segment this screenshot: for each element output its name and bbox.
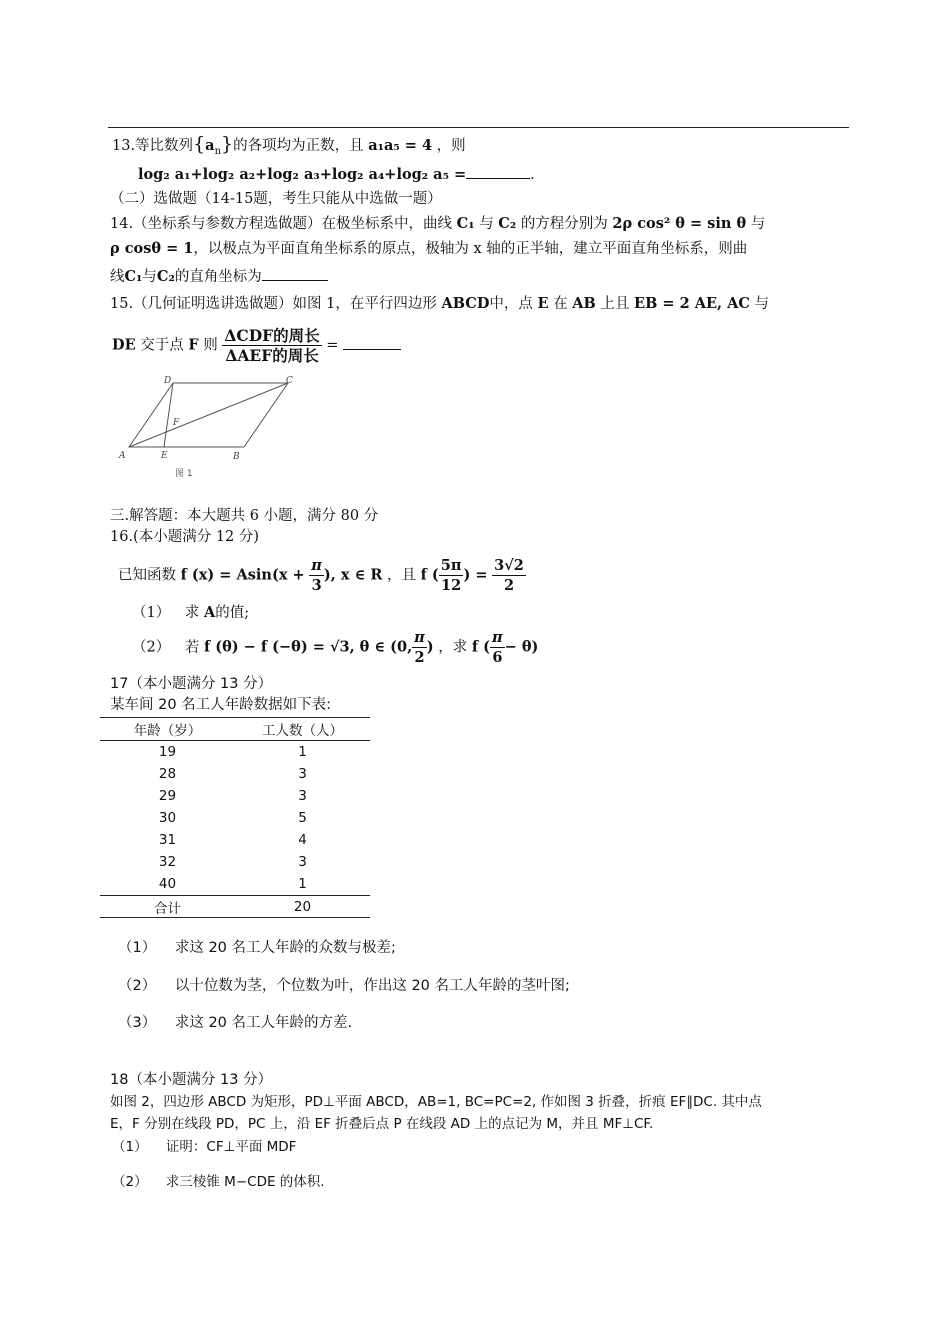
count-cell: 1 <box>298 744 307 760</box>
q14-text-6: 线 <box>110 269 125 285</box>
q15-text-2: 中，点 <box>489 296 533 312</box>
column-header-age: 年龄（岁） <box>100 718 235 741</box>
q18-line2: E，F 分别在线段 PD，PC 上，沿 EF 折叠后点 P 在线段 AD 上的点记为 M，并且 MF⊥CF. <box>110 1116 654 1132</box>
q14-line3 <box>110 266 328 286</box>
q15-line2 <box>112 326 401 365</box>
part-number: （2） <box>112 1174 148 1190</box>
five-pi-over-12 <box>439 556 464 595</box>
q17-part1 <box>118 939 396 957</box>
pi-over-3 <box>309 556 324 595</box>
segment-ab: AB <box>572 295 596 312</box>
q18-part2 <box>112 1173 325 1191</box>
pi-over-2 <box>412 628 427 667</box>
q15-text-6: 交于点 <box>140 337 184 354</box>
q18-line1: 如图 2，四边形 ABCD 为矩形，PD⊥平面 ABCD，AB=1, BC=PC=2, 作如图 3 折叠，折痕 EF∥DC. 其中点 <box>110 1094 762 1110</box>
q13-text-2: 的各项均为正数，且 <box>233 138 364 154</box>
f-argument-end: − θ) <box>504 638 539 656</box>
elective-section-heading: （二）选做题（14-15题，考生只能从中选做一题） <box>110 191 442 207</box>
q14-text-5: ，以极点为平面直角坐标系的原点，极轴为 x 轴的正半轴，建立平面直角坐标系，则曲 <box>193 241 748 257</box>
label-b: B <box>233 452 240 462</box>
equals-part: ) = <box>463 566 488 584</box>
part-number: （2） <box>132 639 171 656</box>
table-row <box>100 873 370 896</box>
diagonal-ac <box>129 383 288 447</box>
perimeter-ratio <box>222 326 321 365</box>
q16-part1-text-2: 的值; <box>215 605 250 621</box>
q13-line1 <box>112 135 466 161</box>
part-number: （2） <box>118 978 157 994</box>
figure-1-caption: 图 1 <box>175 469 193 479</box>
q15-text-7: 则 <box>203 337 218 354</box>
q15-text-4: 上且 <box>600 296 630 312</box>
q14-text-8: 的直角坐标为 <box>174 269 262 285</box>
condition-expression: f (θ) − f (−θ) = √3, θ ∈ (0, <box>203 638 413 656</box>
age-cell: 19 <box>158 744 177 760</box>
table-row <box>100 851 370 873</box>
count-cell: 3 <box>298 854 307 870</box>
value-fraction <box>492 556 526 595</box>
age-cell: 40 <box>158 876 177 892</box>
q16-text: 已知函数 <box>118 567 176 584</box>
q18-part2-text: 求三棱锥 M−CDE 的体积. <box>165 1174 325 1190</box>
q17-part2-text: 以十位数为茎，个位数为叶，作出这 20 名工人年龄的茎叶图; <box>174 978 570 994</box>
polar-equation-1: 2ρ cos² θ = sin θ <box>612 215 747 232</box>
label-f: F <box>173 418 180 428</box>
count-cell: 3 <box>298 788 307 804</box>
table-row <box>100 829 370 851</box>
age-cell: 32 <box>158 854 177 870</box>
pi-numerator: π <box>311 557 322 574</box>
curve-c1-ref: C₁ <box>124 268 143 285</box>
q16-part2 <box>132 628 538 667</box>
q14-line2 <box>110 240 747 258</box>
q16-part2-text-2: ，求 <box>438 639 468 656</box>
count-cell: 3 <box>298 766 307 782</box>
function-domain: ), x ∈ R <box>323 566 383 584</box>
label-a: A <box>119 451 126 461</box>
label-c: C <box>286 376 293 386</box>
top-rule <box>108 127 849 128</box>
answer-section-heading: 三.解答题：本大题共 6 小题，满分 80 分 <box>110 508 379 524</box>
variable-a: A <box>203 604 216 621</box>
q17-part3 <box>118 1014 352 1032</box>
segment-de: DE <box>112 336 136 354</box>
two-denominator: 2 <box>414 649 425 666</box>
q15-text-5: 与 <box>754 296 770 312</box>
total-label: 合计 <box>100 896 235 918</box>
sequence-subscript: n <box>214 145 222 157</box>
q14-text: 14.（坐标系与参数方程选做题）在极坐标系中，曲线 <box>110 216 453 232</box>
log-sum-expression: log₂ a₁+log₂ a₂+log₂ a₃+log₂ a₄+log₂ a₅ = <box>138 166 467 183</box>
q13-text-3: ，则 <box>436 138 466 154</box>
brace-right: } <box>221 133 234 155</box>
q17-part1-text: 求这 20 名工人年龄的众数与极差; <box>174 940 396 956</box>
figure-1-parallelogram <box>115 372 315 484</box>
ratio-numerator: ΔCDF的周长 <box>224 326 320 345</box>
q16-part1 <box>132 604 249 622</box>
equals-sign: = <box>326 337 339 354</box>
parallelogram-name: ABCD <box>441 295 490 312</box>
count-cell: 5 <box>298 810 307 826</box>
table-header-row <box>100 718 370 741</box>
five-pi-numerator: 5π <box>440 557 462 574</box>
table-row <box>100 807 370 829</box>
q13-end: . <box>530 167 535 183</box>
brace-left: { <box>193 133 206 155</box>
q17-part2 <box>118 977 570 995</box>
count-cell: 4 <box>298 832 307 848</box>
q17-title: 17（本小题满分 13 分） <box>110 676 273 692</box>
q13-text: 13.等比数列 <box>112 138 194 154</box>
q14-text-2: 与 <box>479 216 494 232</box>
close-paren: ) <box>426 638 434 656</box>
point-f: F <box>188 336 199 354</box>
age-cell: 31 <box>158 832 177 848</box>
q16-part2-text: 若 <box>184 639 200 656</box>
table-total-row <box>100 896 370 918</box>
three-denominator: 3 <box>311 577 322 594</box>
label-e: E <box>161 451 168 461</box>
point-e: E <box>537 295 549 312</box>
q17-part3-text: 求这 20 名工人年龄的方差. <box>174 1015 353 1031</box>
segment-de-line <box>164 383 173 447</box>
q16-title: 16.(本小题满分 12 分) <box>110 529 260 545</box>
q14-text-7: 与 <box>142 269 157 285</box>
part-number: （1） <box>112 1139 148 1155</box>
q17-intro: 某车间 20 名工人年龄数据如下表: <box>110 697 332 713</box>
column-header-count: 工人数（人） <box>235 718 370 741</box>
age-cell: 28 <box>158 766 177 782</box>
q18-title: 18（本小题满分 13 分） <box>110 1072 273 1088</box>
value-denominator: 2 <box>503 577 515 594</box>
q16-text-2: ，且 <box>387 567 417 584</box>
answer-blank[interactable] <box>262 266 328 281</box>
q15-text: 15.（几何证明选讲选做题）如图 1，在平行四边形 <box>110 296 437 312</box>
f-evaluation-2: f ( <box>471 638 491 656</box>
part-number: （1） <box>118 940 157 956</box>
pi-numerator: π <box>492 629 503 646</box>
curve-c2: C₂ <box>498 215 517 232</box>
ratio-denominator: ΔAEF的周长 <box>225 346 319 365</box>
count-cell: 1 <box>298 876 307 892</box>
total-value: 20 <box>235 896 370 918</box>
sequence-symbol: a <box>205 137 215 154</box>
value-numerator: 3√2 <box>494 557 524 574</box>
q18-part1-text: 证明：CF⊥平面 MDF <box>165 1139 297 1155</box>
age-cell: 30 <box>158 810 177 826</box>
q16-part1-text: 求 <box>184 605 200 621</box>
q15-condition: EB = 2 AE, AC <box>634 295 750 312</box>
q14-text-4: 与 <box>750 216 766 232</box>
q15-line1 <box>110 295 769 313</box>
answer-blank[interactable] <box>466 164 530 179</box>
six-denominator: 6 <box>492 649 503 666</box>
q13-expression <box>138 164 535 184</box>
q13-condition: a₁a₅ = 4 <box>368 137 433 154</box>
f-evaluation: f ( <box>420 566 439 584</box>
q14-text-3: 的方程分别为 <box>520 216 608 232</box>
q14-line1 <box>110 215 765 233</box>
table-row <box>100 741 370 764</box>
polar-equation-2: ρ cosθ = 1 <box>110 240 194 257</box>
q16-given <box>118 556 526 595</box>
q18-part1 <box>112 1138 296 1156</box>
age-table <box>100 717 370 918</box>
twelve-denominator: 12 <box>441 577 462 594</box>
q15-text-3: 在 <box>553 296 568 312</box>
pi-over-6 <box>490 628 505 667</box>
curve-c1: C₁ <box>456 215 475 232</box>
age-cell: 29 <box>158 788 177 804</box>
part-number: （1） <box>132 605 171 621</box>
answer-blank[interactable] <box>343 335 401 350</box>
pi-numerator: π <box>414 629 425 646</box>
part-number: （3） <box>118 1015 157 1031</box>
label-d: D <box>164 376 172 386</box>
function-definition: f (x) = Asin(x + <box>180 566 305 584</box>
table-row <box>100 763 370 785</box>
curve-c2-ref: C₂ <box>156 268 175 285</box>
table-row <box>100 785 370 807</box>
